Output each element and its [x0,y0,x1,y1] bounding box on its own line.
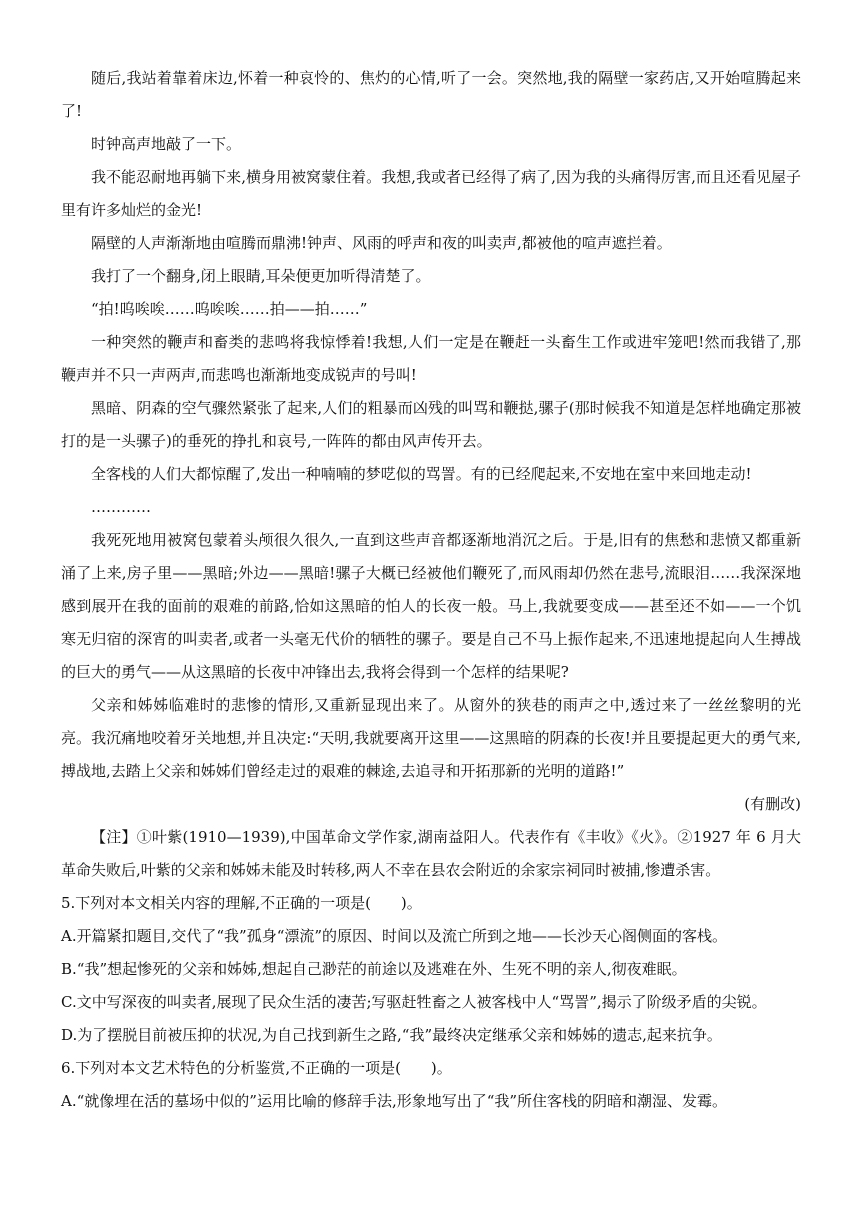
paragraph-4: 隔壁的人声渐渐地由喧腾而鼎沸!钟声、风雨的呼声和夜的叫卖声,都被他的喧声遮拦着。 [91,234,672,252]
paragraph-3: 我不能忍耐地再躺下来,横身用被窝蒙住着。我想,我或者已经得了病了,因为我的头痛得厉害,而且还看见屋子里有许多灿烂的金光! [61,168,801,219]
paragraph-8: 黑暗、阴森的空气骤然紧张了起来,人们的粗暴而凶残的叫骂和鞭挞,骡子(那时候我不知道是怎样地确定那被打的是一头骡子)的垂死的挣扎和哀号,一阵阵的都由风声传开去。 [61,399,801,450]
question-5-stem: 5.下列对本文相关内容的理解,不正确的一项是( )。 [61,894,422,912]
paragraph-7: 一种突然的鞭声和畜类的悲鸣将我惊悸着!我想,人们一定是在鞭赶一头畜生工作或进牢笼吧!然而我错了,那鞭声并不只一声两声,而悲鸣也渐渐地变成锐声的号叫! [61,333,801,384]
paragraph-1: 随后,我站着靠着床边,怀着一种哀怜的、焦灼的心情,听了一会。突然地,我的隔壁一家药店,又开始喧腾起来了! [61,69,801,120]
paragraph-10: 我死死地用被窝包蒙着头颅很久很久,一直到这些声音都逐渐地消沉之后。于是,旧有的焦愁和悲愤又都重新涌了上来,房子里——黑暗;外边——黑暗!骡子大概已经被他们鞭死了,而风雨却仍然在悲号,流眼泪……我深深地感到展开在我的面前的艰难的前路,恰如这黑暗的怕人的长夜一般。马上,我就要变成——甚至还不如——一个饥寒无归宿的深宵的叫卖者,或者一头毫无代价的牺牲的骡子。要是自己不马上振作起来,不迅速地提起向人生搏战的巨大的勇气——从这黑暗的长夜中冲锋出去,我将会得到一个怎样的结果呢? [61,531,801,681]
paragraph-2: 时钟高声地敲了一下。 [91,135,242,153]
paragraph-11: 父亲和姊姊临难时的悲惨的情形,又重新显现出来了。从窗外的狭巷的雨声之中,透过来了一丝丝黎明的光亮。我沉痛地咬着牙关地想,并且决定:“天明,我就要离开这里——这黑暗的阴森的长夜!并且要提起更大的勇气来,搏战地,去踏上父亲和姊姊们曾经走过的艰难的棘途,去追寻和开拓那新的光明的道路!” [61,696,801,780]
question-5-option-c: C.文中写深夜的叫卖者,展现了民众生活的凄苦;写驱赶牲畜之人被客栈中人“骂詈”,揭示了阶级矛盾的尖锐。 [61,993,767,1011]
ellipsis-line: ………… [91,498,151,516]
source-note: (有删改) [744,795,801,813]
paragraph-6: “拍!呜唉唉……呜唉唉……拍——拍……” [91,300,368,318]
question-5-option-d: D.为了摆脱目前被压抑的状况,为自己找到新生之路,“我”最终决定继承父亲和姊姊的遗志,起来抗争。 [61,1026,722,1044]
paragraph-5: 我打了一个翻身,闭上眼睛,耳朵便更加听得清楚了。 [91,267,431,285]
question-6-stem: 6.下列对本文艺术特色的分析鉴赏,不正确的一项是( )。 [61,1059,452,1077]
question-5-option-b: B.“我”想起惨死的父亲和姊姊,想起自己渺茫的前途以及逃难在外、生死不明的亲人,彻夜难眠。 [61,960,687,978]
paragraph-9: 全客栈的人们大都惊醒了,发出一种喃喃的梦呓似的骂詈。有的已经爬起来,不安地在室中来回地走动! [91,465,752,483]
document-page [61,62,801,1118]
annotation-note: 【注】①叶紫(1910—1939),中国革命文学作家,湖南益阳人。代表作有《丰收》《火》。②1927 年 6 月大革命失败后,叶紫的父亲和姊姊未能及时转移,两人不幸在县农会附近的余家宗祠同时被捕,惨遭杀害。 [61,828,801,879]
question-6-option-a: A.“就像埋在活的墓场中似的”运用比喻的修辞手法,形象地写出了“我”所住客栈的阴暗和潮湿、发霉。 [61,1092,728,1110]
question-5-option-a: A.开篇紧扣题目,交代了“我”孤身“漂流”的原因、时间以及流亡所到之地——长沙天心阁侧面的客栈。 [61,927,728,945]
